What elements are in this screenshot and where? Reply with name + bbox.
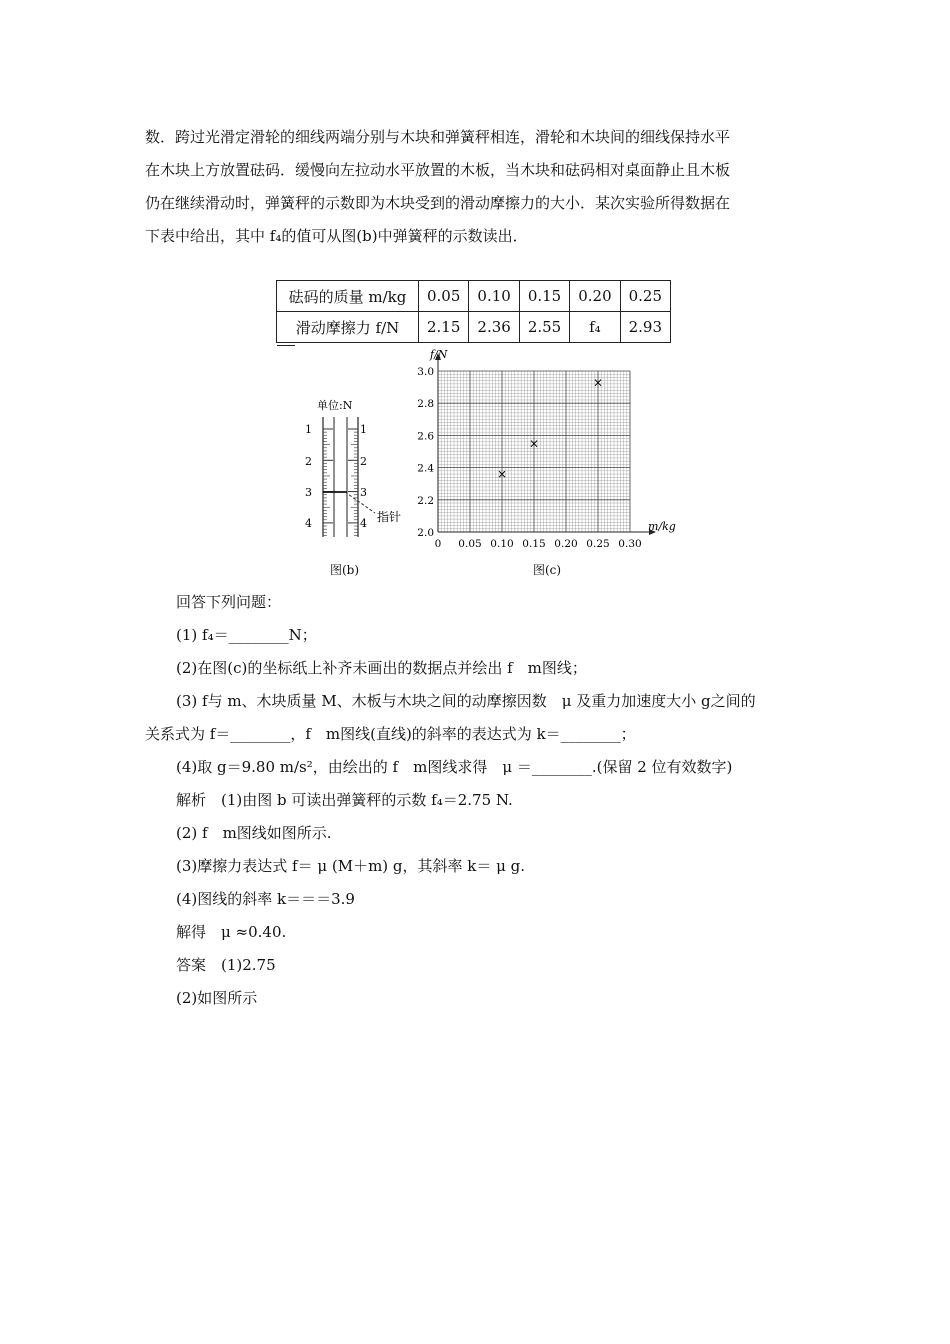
pointer-label: 指针: [377, 510, 402, 524]
x-tick-label: 0: [434, 538, 442, 550]
answer-2: (2)如图所示: [176, 989, 258, 1007]
questions-heading: 回答下列问题：: [176, 593, 282, 611]
question-1: (1) f₄＝________N；: [176, 626, 317, 644]
scale-label-right-2: 2: [360, 455, 367, 468]
scale-label-left-2: 2: [305, 455, 312, 468]
question-4: (4)取 g＝9.80 m/s²，由绘出的 f m图线求得 μ ＝________.(保留 2 位有效数字): [176, 758, 733, 776]
scale-label-left-4: 4: [305, 517, 312, 530]
spring-scale-figure: [305, 395, 415, 555]
solution-4: (4)图线的斜率 k＝＝＝3.9: [176, 890, 355, 908]
unit-label: 单位:N: [317, 399, 353, 412]
table-header-mass: 砝码的质量 m/kg: [277, 281, 419, 312]
table-cell: 0.10: [469, 281, 519, 312]
x-axis-label: m/kg: [648, 520, 676, 533]
table-cell: 0.15: [519, 281, 569, 312]
intro-line-4: 下表中给出，其中 f₄的值可从图(b)中弹簧秤的示数读出．: [145, 227, 528, 245]
figure-b-caption: 图(b): [330, 563, 360, 577]
data-table: [276, 280, 671, 343]
question-2: (2)在图(c)的坐标纸上补齐未画出的数据点并绘出 f m图线；: [176, 659, 587, 677]
y-tick-label: 2.0: [417, 527, 434, 539]
y-tick-label: 2.8: [417, 398, 434, 411]
x-tick-label: 0.10: [490, 538, 514, 550]
solution-2: (2) f m图线如图所示.: [176, 824, 332, 842]
table-cell: f₄: [570, 312, 620, 343]
intro-line-3: 仍在继续滑动时，弹簧秤的示数即为木块受到的滑动摩擦力的大小．某次实验所得数据在: [145, 194, 731, 212]
table-row-friction: [277, 312, 671, 343]
friction-chart: [415, 350, 675, 550]
data-point: ×: [496, 467, 508, 482]
scale-label-right-1: 1: [360, 423, 367, 436]
data-point: ×: [592, 375, 604, 390]
y-axis-label: f/N: [430, 348, 448, 361]
x-tick-label: 0.15: [522, 538, 546, 550]
table-cell: 2.36: [469, 312, 519, 343]
y-tick-label: 2.4: [417, 462, 434, 475]
table-header-friction: 滑动摩擦力 f/N: [277, 312, 419, 343]
y-tick-label: 2.6: [417, 430, 434, 443]
solution-5: 解得 μ ≈0.40.: [176, 923, 287, 941]
x-tick-label: 0.05: [458, 538, 482, 550]
data-point: ×: [528, 436, 540, 451]
y-tick-label: 3.0: [417, 366, 434, 378]
table-underline: [277, 345, 295, 346]
question-3-line-2: 关系式为 f＝________，f m图线(直线)的斜率的表达式为 k＝________；: [145, 725, 636, 743]
x-tick-label: 0.25: [586, 538, 610, 550]
scale-label-left-1: 1: [305, 423, 312, 436]
table-row-mass: [277, 281, 671, 312]
table-cell: 0.25: [620, 281, 670, 312]
x-tick-label: 0.30: [618, 538, 642, 550]
table-cell: 2.55: [519, 312, 569, 343]
intro-line-2: 在木块上方放置砝码．缓慢向左拉动水平放置的木板，当木块和砝码相对桌面静止且木板: [145, 161, 731, 179]
scale-label-right-4: 4: [360, 517, 367, 530]
table-cell: 2.93: [620, 312, 670, 343]
scale-ticks: [323, 429, 358, 535]
scale-label-right-3: 3: [360, 486, 367, 499]
answer-1: 答案 (1)2.75: [176, 956, 276, 974]
y-tick-label: 2.2: [417, 494, 434, 507]
table-cell: 0.20: [570, 281, 620, 312]
table-cell: 2.15: [419, 312, 469, 343]
figure-c-caption: 图(c): [533, 563, 562, 577]
axes: [435, 353, 656, 535]
solution-1: 解析 (1)由图 b 可读出弹簧秤的示数 f₄＝2.75 N.: [176, 791, 513, 809]
intro-line-1: 数．跨过光滑定滑轮的细线两端分别与木块和弹簧秤相连，滑轮和木块间的细线保持水平: [145, 128, 731, 146]
scale-label-left-3: 3: [305, 486, 312, 499]
solution-3: (3)摩擦力表达式 f＝ μ (M＋m) g，其斜率 k＝ μ g.: [176, 857, 526, 875]
question-3-line-1: (3) f与 m、木块质量 M、木板与木块之间的动摩擦因数 μ 及重力加速度大小 g之间的: [176, 692, 756, 710]
x-tick-label: 0.20: [554, 538, 578, 550]
table-cell: 0.05: [419, 281, 469, 312]
